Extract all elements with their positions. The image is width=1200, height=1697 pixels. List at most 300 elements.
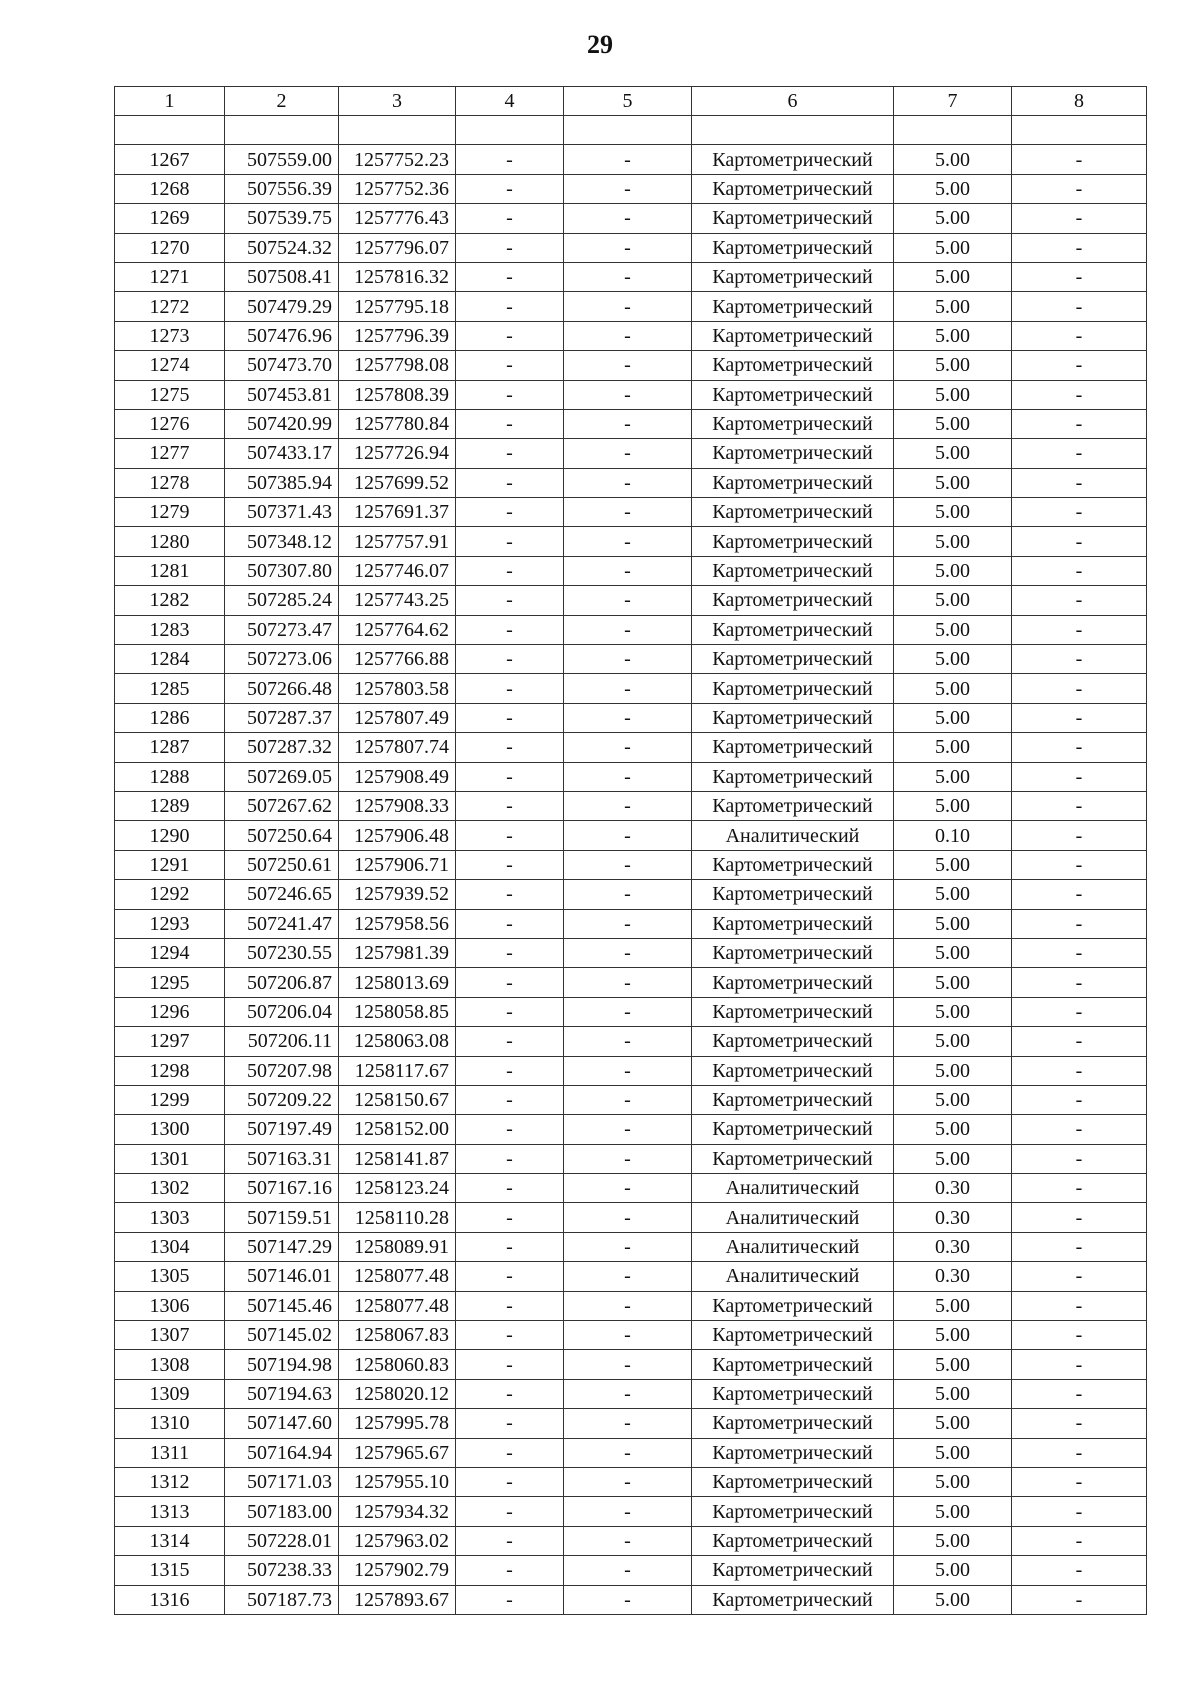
column-5-cell: - — [564, 556, 692, 585]
column-8-cell: - — [1012, 1585, 1147, 1614]
accuracy-cell: 5.00 — [894, 380, 1012, 409]
column-5-cell: - — [564, 409, 692, 438]
point-number-cell: 1312 — [115, 1467, 225, 1496]
column-4-cell: - — [456, 615, 564, 644]
accuracy-cell: 0.30 — [894, 1232, 1012, 1261]
point-number-cell: 1296 — [115, 997, 225, 1026]
point-number-cell: 1287 — [115, 733, 225, 762]
y-coordinate-cell: 1257995.78 — [339, 1409, 456, 1438]
table-row — [115, 1379, 1147, 1408]
y-coordinate-cell: 1257798.08 — [339, 351, 456, 380]
method-cell: Картометрический — [692, 1526, 894, 1555]
column-header-4: 4 — [456, 87, 564, 116]
method-cell: Картометрический — [692, 1585, 894, 1614]
x-coordinate-cell: 507473.70 — [225, 351, 339, 380]
accuracy-cell: 5.00 — [894, 615, 1012, 644]
method-cell: Картометрический — [692, 1056, 894, 1085]
column-5-cell: - — [564, 204, 692, 233]
x-coordinate-cell: 507246.65 — [225, 880, 339, 909]
accuracy-cell: 5.00 — [894, 527, 1012, 556]
column-5-cell: - — [564, 938, 692, 967]
column-5-cell: - — [564, 674, 692, 703]
point-number-cell: 1305 — [115, 1262, 225, 1291]
x-coordinate-cell: 507167.16 — [225, 1174, 339, 1203]
column-header-8: 8 — [1012, 87, 1147, 116]
column-8-cell: - — [1012, 1409, 1147, 1438]
column-header-1: 1 — [115, 87, 225, 116]
method-cell: Картометрический — [692, 938, 894, 967]
x-coordinate-cell: 507307.80 — [225, 556, 339, 585]
column-4-cell: - — [456, 938, 564, 967]
accuracy-cell: 5.00 — [894, 909, 1012, 938]
empty-cell — [692, 116, 894, 145]
x-coordinate-cell: 507146.01 — [225, 1262, 339, 1291]
column-8-cell: - — [1012, 145, 1147, 174]
accuracy-cell: 0.10 — [894, 821, 1012, 850]
column-8-cell: - — [1012, 321, 1147, 350]
point-number-cell: 1275 — [115, 380, 225, 409]
x-coordinate-cell: 507433.17 — [225, 439, 339, 468]
accuracy-cell: 5.00 — [894, 321, 1012, 350]
point-number-cell: 1295 — [115, 968, 225, 997]
y-coordinate-cell: 1257803.58 — [339, 674, 456, 703]
table-row — [115, 674, 1147, 703]
point-number-cell: 1308 — [115, 1350, 225, 1379]
table-row — [115, 703, 1147, 732]
column-5-cell: - — [564, 262, 692, 291]
y-coordinate-cell: 1257908.33 — [339, 791, 456, 820]
column-4-cell: - — [456, 1438, 564, 1467]
accuracy-cell: 5.00 — [894, 1085, 1012, 1114]
y-coordinate-cell: 1257934.32 — [339, 1497, 456, 1526]
accuracy-cell: 5.00 — [894, 645, 1012, 674]
point-number-cell: 1289 — [115, 791, 225, 820]
table-row — [115, 1585, 1147, 1614]
x-coordinate-cell: 507508.41 — [225, 262, 339, 291]
x-coordinate-cell: 507267.62 — [225, 791, 339, 820]
column-4-cell: - — [456, 1467, 564, 1496]
column-5-cell: - — [564, 527, 692, 556]
table-row — [115, 1262, 1147, 1291]
column-4-cell: - — [456, 703, 564, 732]
column-5-cell: - — [564, 586, 692, 615]
x-coordinate-cell: 507230.55 — [225, 938, 339, 967]
y-coordinate-cell: 1257902.79 — [339, 1556, 456, 1585]
accuracy-cell: 5.00 — [894, 292, 1012, 321]
x-coordinate-cell: 507145.46 — [225, 1291, 339, 1320]
table-row — [115, 1056, 1147, 1085]
y-coordinate-cell: 1258141.87 — [339, 1144, 456, 1173]
column-4-cell: - — [456, 1115, 564, 1144]
x-coordinate-cell: 507273.47 — [225, 615, 339, 644]
method-cell: Картометрический — [692, 1144, 894, 1173]
column-5-cell: - — [564, 703, 692, 732]
y-coordinate-cell: 1257807.49 — [339, 703, 456, 732]
table-row — [115, 821, 1147, 850]
page-number: 29 — [587, 30, 613, 59]
column-8-cell: - — [1012, 1438, 1147, 1467]
table-row — [115, 321, 1147, 350]
header-row — [115, 87, 1147, 116]
column-5-cell: - — [564, 1526, 692, 1555]
empty-cell — [1012, 116, 1147, 145]
x-coordinate-cell: 507164.94 — [225, 1438, 339, 1467]
column-8-cell: - — [1012, 351, 1147, 380]
x-coordinate-cell: 507453.81 — [225, 380, 339, 409]
x-coordinate-cell: 507266.48 — [225, 674, 339, 703]
column-4-cell: - — [456, 1409, 564, 1438]
column-4-cell: - — [456, 351, 564, 380]
table-row — [115, 615, 1147, 644]
method-cell: Картометрический — [692, 1438, 894, 1467]
column-4-cell: - — [456, 556, 564, 585]
x-coordinate-cell: 507238.33 — [225, 1556, 339, 1585]
y-coordinate-cell: 1257955.10 — [339, 1467, 456, 1496]
y-coordinate-cell: 1257752.23 — [339, 145, 456, 174]
point-number-cell: 1299 — [115, 1085, 225, 1114]
x-coordinate-cell: 507285.24 — [225, 586, 339, 615]
accuracy-cell: 5.00 — [894, 968, 1012, 997]
method-cell: Картометрический — [692, 145, 894, 174]
point-number-cell: 1306 — [115, 1291, 225, 1320]
method-cell: Картометрический — [692, 674, 894, 703]
column-5-cell: - — [564, 909, 692, 938]
table-header — [115, 87, 1147, 116]
x-coordinate-cell: 507250.64 — [225, 821, 339, 850]
column-4-cell: - — [456, 1556, 564, 1585]
method-cell: Картометрический — [692, 1350, 894, 1379]
accuracy-cell: 5.00 — [894, 1556, 1012, 1585]
accuracy-cell: 5.00 — [894, 733, 1012, 762]
column-4-cell: - — [456, 1585, 564, 1614]
table-row — [115, 292, 1147, 321]
table-row — [115, 556, 1147, 585]
table-row — [115, 1497, 1147, 1526]
column-4-cell: - — [456, 498, 564, 527]
y-coordinate-cell: 1257764.62 — [339, 615, 456, 644]
y-coordinate-cell: 1257752.36 — [339, 174, 456, 203]
point-number-cell: 1272 — [115, 292, 225, 321]
column-8-cell: - — [1012, 850, 1147, 879]
y-coordinate-cell: 1258152.00 — [339, 1115, 456, 1144]
table-row — [115, 1144, 1147, 1173]
method-cell: Картометрический — [692, 174, 894, 203]
x-coordinate-cell: 507194.98 — [225, 1350, 339, 1379]
accuracy-cell: 5.00 — [894, 262, 1012, 291]
x-coordinate-cell: 507171.03 — [225, 1467, 339, 1496]
point-number-cell: 1297 — [115, 1027, 225, 1056]
accuracy-cell: 5.00 — [894, 1497, 1012, 1526]
y-coordinate-cell: 1257939.52 — [339, 880, 456, 909]
column-8-cell: - — [1012, 1232, 1147, 1261]
y-coordinate-cell: 1257766.88 — [339, 645, 456, 674]
table-row — [115, 1438, 1147, 1467]
column-8-cell: - — [1012, 1085, 1147, 1114]
column-5-cell: - — [564, 762, 692, 791]
method-cell: Картометрический — [692, 556, 894, 585]
point-number-cell: 1316 — [115, 1585, 225, 1614]
column-5-cell: - — [564, 1585, 692, 1614]
point-number-cell: 1267 — [115, 145, 225, 174]
x-coordinate-cell: 507348.12 — [225, 527, 339, 556]
accuracy-cell: 5.00 — [894, 1144, 1012, 1173]
method-cell: Картометрический — [692, 292, 894, 321]
accuracy-cell: 5.00 — [894, 1438, 1012, 1467]
point-number-cell: 1269 — [115, 204, 225, 233]
column-header-2: 2 — [225, 87, 339, 116]
column-5-cell: - — [564, 145, 692, 174]
table-row — [115, 145, 1147, 174]
column-8-cell: - — [1012, 1556, 1147, 1585]
column-8-cell: - — [1012, 997, 1147, 1026]
column-5-cell: - — [564, 292, 692, 321]
column-5-cell: - — [564, 468, 692, 497]
point-number-cell: 1291 — [115, 850, 225, 879]
point-number-cell: 1292 — [115, 880, 225, 909]
point-number-cell: 1315 — [115, 1556, 225, 1585]
point-number-cell: 1298 — [115, 1056, 225, 1085]
method-cell: Картометрический — [692, 204, 894, 233]
y-coordinate-cell: 1257963.02 — [339, 1526, 456, 1555]
table-row — [115, 527, 1147, 556]
point-number-cell: 1274 — [115, 351, 225, 380]
y-coordinate-cell: 1257699.52 — [339, 468, 456, 497]
column-5-cell: - — [564, 1379, 692, 1408]
column-4-cell: - — [456, 674, 564, 703]
method-cell: Картометрический — [692, 1556, 894, 1585]
method-cell: Картометрический — [692, 997, 894, 1026]
coordinates-table — [114, 86, 1147, 1615]
point-number-cell: 1293 — [115, 909, 225, 938]
y-coordinate-cell: 1258013.69 — [339, 968, 456, 997]
table-row — [115, 850, 1147, 879]
empty-cell — [894, 116, 1012, 145]
column-header-3: 3 — [339, 87, 456, 116]
method-cell: Картометрический — [692, 321, 894, 350]
column-8-cell: - — [1012, 1203, 1147, 1232]
x-coordinate-cell: 507206.87 — [225, 968, 339, 997]
method-cell: Картометрический — [692, 615, 894, 644]
table-row — [115, 997, 1147, 1026]
y-coordinate-cell: 1257965.67 — [339, 1438, 456, 1467]
column-8-cell: - — [1012, 645, 1147, 674]
accuracy-cell: 5.00 — [894, 791, 1012, 820]
column-4-cell: - — [456, 1379, 564, 1408]
column-8-cell: - — [1012, 1115, 1147, 1144]
table-row — [115, 1350, 1147, 1379]
accuracy-cell: 5.00 — [894, 1467, 1012, 1496]
method-cell: Картометрический — [692, 645, 894, 674]
method-cell: Картометрический — [692, 791, 894, 820]
accuracy-cell: 5.00 — [894, 1291, 1012, 1320]
x-coordinate-cell: 507524.32 — [225, 233, 339, 262]
column-4-cell: - — [456, 909, 564, 938]
point-number-cell: 1307 — [115, 1321, 225, 1350]
x-coordinate-cell: 507273.06 — [225, 645, 339, 674]
table-row — [115, 968, 1147, 997]
method-cell: Картометрический — [692, 409, 894, 438]
method-cell: Картометрический — [692, 1467, 894, 1496]
column-8-cell: - — [1012, 1027, 1147, 1056]
table-row — [115, 174, 1147, 203]
method-cell: Картометрический — [692, 439, 894, 468]
table-row — [115, 880, 1147, 909]
method-cell: Аналитический — [692, 1262, 894, 1291]
column-8-cell: - — [1012, 938, 1147, 967]
method-cell: Аналитический — [692, 1174, 894, 1203]
column-8-cell: - — [1012, 1321, 1147, 1350]
accuracy-cell: 5.00 — [894, 204, 1012, 233]
column-8-cell: - — [1012, 1526, 1147, 1555]
point-number-cell: 1311 — [115, 1438, 225, 1467]
column-5-cell: - — [564, 1203, 692, 1232]
point-number-cell: 1276 — [115, 409, 225, 438]
column-5-cell: - — [564, 1232, 692, 1261]
column-8-cell: - — [1012, 586, 1147, 615]
point-number-cell: 1310 — [115, 1409, 225, 1438]
method-cell: Картометрический — [692, 1085, 894, 1114]
table-row — [115, 498, 1147, 527]
accuracy-cell: 5.00 — [894, 938, 1012, 967]
x-coordinate-cell: 507187.73 — [225, 1585, 339, 1614]
point-number-cell: 1303 — [115, 1203, 225, 1232]
point-number-cell: 1279 — [115, 498, 225, 527]
column-8-cell: - — [1012, 1379, 1147, 1408]
column-header-6: 6 — [692, 87, 894, 116]
column-8-cell: - — [1012, 556, 1147, 585]
table-row — [115, 791, 1147, 820]
column-4-cell: - — [456, 968, 564, 997]
point-number-cell: 1301 — [115, 1144, 225, 1173]
table-row — [115, 1556, 1147, 1585]
column-5-cell: - — [564, 1556, 692, 1585]
point-number-cell: 1277 — [115, 439, 225, 468]
accuracy-cell: 0.30 — [894, 1262, 1012, 1291]
method-cell: Картометрический — [692, 527, 894, 556]
column-5-cell: - — [564, 1438, 692, 1467]
accuracy-cell: 5.00 — [894, 1585, 1012, 1614]
method-cell: Картометрический — [692, 968, 894, 997]
column-8-cell: - — [1012, 733, 1147, 762]
column-5-cell: - — [564, 968, 692, 997]
column-5-cell: - — [564, 1321, 692, 1350]
accuracy-cell: 5.00 — [894, 674, 1012, 703]
accuracy-cell: 5.00 — [894, 1350, 1012, 1379]
point-number-cell: 1314 — [115, 1526, 225, 1555]
column-4-cell: - — [456, 880, 564, 909]
accuracy-cell: 5.00 — [894, 174, 1012, 203]
y-coordinate-cell: 1258110.28 — [339, 1203, 456, 1232]
y-coordinate-cell: 1258089.91 — [339, 1232, 456, 1261]
y-coordinate-cell: 1257776.43 — [339, 204, 456, 233]
table-row — [115, 351, 1147, 380]
method-cell: Картометрический — [692, 850, 894, 879]
x-coordinate-cell: 507476.96 — [225, 321, 339, 350]
column-5-cell: - — [564, 439, 692, 468]
table-row — [115, 1174, 1147, 1203]
column-8-cell: - — [1012, 791, 1147, 820]
x-coordinate-cell: 507287.37 — [225, 703, 339, 732]
y-coordinate-cell: 1258020.12 — [339, 1379, 456, 1408]
accuracy-cell: 5.00 — [894, 1115, 1012, 1144]
y-coordinate-cell: 1258150.67 — [339, 1085, 456, 1114]
accuracy-cell: 5.00 — [894, 1027, 1012, 1056]
table-row — [115, 733, 1147, 762]
column-4-cell: - — [456, 145, 564, 174]
column-5-cell: - — [564, 321, 692, 350]
column-4-cell: - — [456, 1526, 564, 1555]
column-8-cell: - — [1012, 968, 1147, 997]
column-4-cell: - — [456, 850, 564, 879]
column-8-cell: - — [1012, 821, 1147, 850]
accuracy-cell: 5.00 — [894, 351, 1012, 380]
column-5-cell: - — [564, 791, 692, 820]
column-8-cell: - — [1012, 1144, 1147, 1173]
y-coordinate-cell: 1257958.56 — [339, 909, 456, 938]
accuracy-cell: 0.30 — [894, 1174, 1012, 1203]
method-cell: Картометрический — [692, 880, 894, 909]
column-8-cell: - — [1012, 909, 1147, 938]
column-4-cell: - — [456, 439, 564, 468]
table-row — [115, 468, 1147, 497]
column-5-cell: - — [564, 997, 692, 1026]
x-coordinate-cell: 507197.49 — [225, 1115, 339, 1144]
column-5-cell: - — [564, 1027, 692, 1056]
y-coordinate-cell: 1257893.67 — [339, 1585, 456, 1614]
column-4-cell: - — [456, 1262, 564, 1291]
y-coordinate-cell: 1257981.39 — [339, 938, 456, 967]
column-4-cell: - — [456, 997, 564, 1026]
column-8-cell: - — [1012, 1350, 1147, 1379]
table-row — [115, 1409, 1147, 1438]
column-4-cell: - — [456, 1027, 564, 1056]
accuracy-cell: 5.00 — [894, 1409, 1012, 1438]
column-5-cell: - — [564, 1115, 692, 1144]
x-coordinate-cell: 507206.04 — [225, 997, 339, 1026]
point-number-cell: 1300 — [115, 1115, 225, 1144]
table-row — [115, 938, 1147, 967]
point-number-cell: 1280 — [115, 527, 225, 556]
point-number-cell: 1283 — [115, 615, 225, 644]
point-number-cell: 1285 — [115, 674, 225, 703]
accuracy-cell: 5.00 — [894, 1379, 1012, 1408]
accuracy-cell: 5.00 — [894, 997, 1012, 1026]
column-5-cell: - — [564, 850, 692, 879]
y-coordinate-cell: 1258077.48 — [339, 1262, 456, 1291]
column-4-cell: - — [456, 380, 564, 409]
column-5-cell: - — [564, 645, 692, 674]
table-row — [115, 1115, 1147, 1144]
column-4-cell: - — [456, 821, 564, 850]
column-4-cell: - — [456, 762, 564, 791]
table-row — [115, 1085, 1147, 1114]
column-4-cell: - — [456, 733, 564, 762]
column-8-cell: - — [1012, 762, 1147, 791]
empty-row — [115, 116, 1147, 145]
column-5-cell: - — [564, 380, 692, 409]
column-8-cell: - — [1012, 1467, 1147, 1496]
x-coordinate-cell: 507207.98 — [225, 1056, 339, 1085]
point-number-cell: 1281 — [115, 556, 225, 585]
column-8-cell: - — [1012, 1056, 1147, 1085]
empty-cell — [456, 116, 564, 145]
point-number-cell: 1309 — [115, 1379, 225, 1408]
table-row — [115, 439, 1147, 468]
column-8-cell: - — [1012, 1497, 1147, 1526]
method-cell: Картометрический — [692, 762, 894, 791]
table-row — [115, 409, 1147, 438]
column-4-cell: - — [456, 1350, 564, 1379]
